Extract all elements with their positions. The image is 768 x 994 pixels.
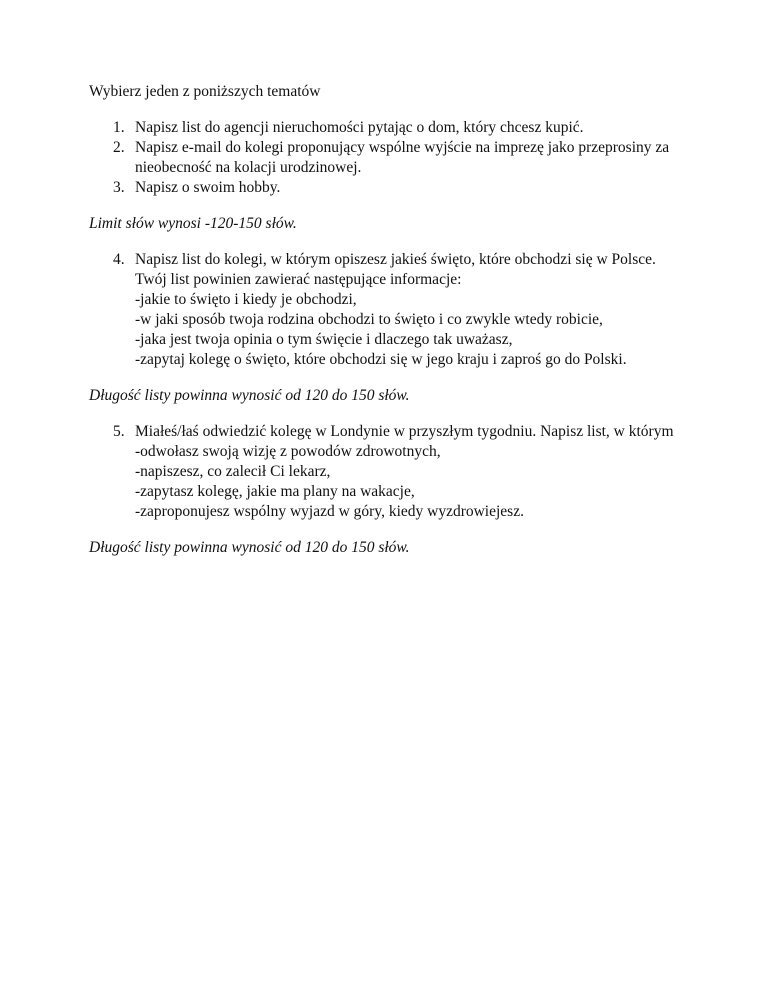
topic-item-3: [89, 178, 689, 198]
item-number: 2.: [113, 139, 125, 156]
item-text: -jaka jest twoja opinia o tym święcie i dlaczego tak uważasz,: [135, 331, 513, 348]
item-text: -napiszesz, co zalecił Ci lekarz,: [135, 463, 331, 480]
topic-item-1: [89, 118, 689, 138]
item-text: Twój list powinien zawierać następujące informacje:: [135, 271, 462, 288]
item-text: Miałeś/łaś odwiedzić kolegę w Londynie w przyszłym tygodniu. Napisz list, w którym: [135, 423, 674, 440]
instructions-heading: Wybierz jeden z poniższych tematów: [89, 83, 321, 100]
topic-list-2: [89, 250, 689, 370]
document-page: [89, 82, 689, 558]
item-number: 4.: [113, 251, 125, 268]
topic-item-5: [89, 422, 689, 522]
word-limit-note-2: Długość listy powinna wynosić od 120 do 150 słów.: [89, 387, 410, 404]
item-text: Napisz list do kolegi, w którym opiszesz jakieś święto, które obchodzi się w Polsce.: [135, 251, 656, 268]
item-text: nieobecność na kolacji urodzinowej.: [135, 159, 362, 176]
word-limit-note-1: Limit słów wynosi -120-150 słów.: [89, 215, 297, 232]
item-text: Napisz e-mail do kolegi proponujący wspólne wyjście na imprezę jako przeprosiny za: [135, 139, 670, 156]
item-number: 3.: [113, 179, 125, 196]
item-text: Napisz o swoim hobby.: [135, 179, 281, 196]
topic-list-3: [89, 422, 689, 522]
item-text: -odwołasz swoją wizję z powodów zdrowotnych,: [135, 443, 441, 460]
item-text: -zapytasz kolegę, jakie ma plany na wakacje,: [135, 483, 415, 500]
item-number: 5.: [113, 423, 125, 440]
item-text: -zaproponujesz wspólny wyjazd w góry, kiedy wyzdrowiejesz.: [135, 503, 524, 520]
item-text: Napisz list do agencji nieruchomości pytając o dom, który chcesz kupić.: [135, 119, 584, 136]
word-limit-note-3: Długość listy powinna wynosić od 120 do 150 słów.: [89, 539, 410, 556]
item-text: -w jaki sposób twoja rodzina obchodzi to święto i co zwykle wtedy robicie,: [135, 311, 603, 328]
item-text: -jakie to święto i kiedy je obchodzi,: [135, 291, 357, 308]
item-text: -zapytaj kolegę o święto, które obchodzi się w jego kraju i zaproś go do Polski.: [135, 351, 627, 368]
topic-list-1: [89, 118, 689, 198]
topic-item-4: [89, 250, 689, 370]
topic-item-2: [89, 138, 689, 178]
item-number: 1.: [113, 119, 125, 136]
